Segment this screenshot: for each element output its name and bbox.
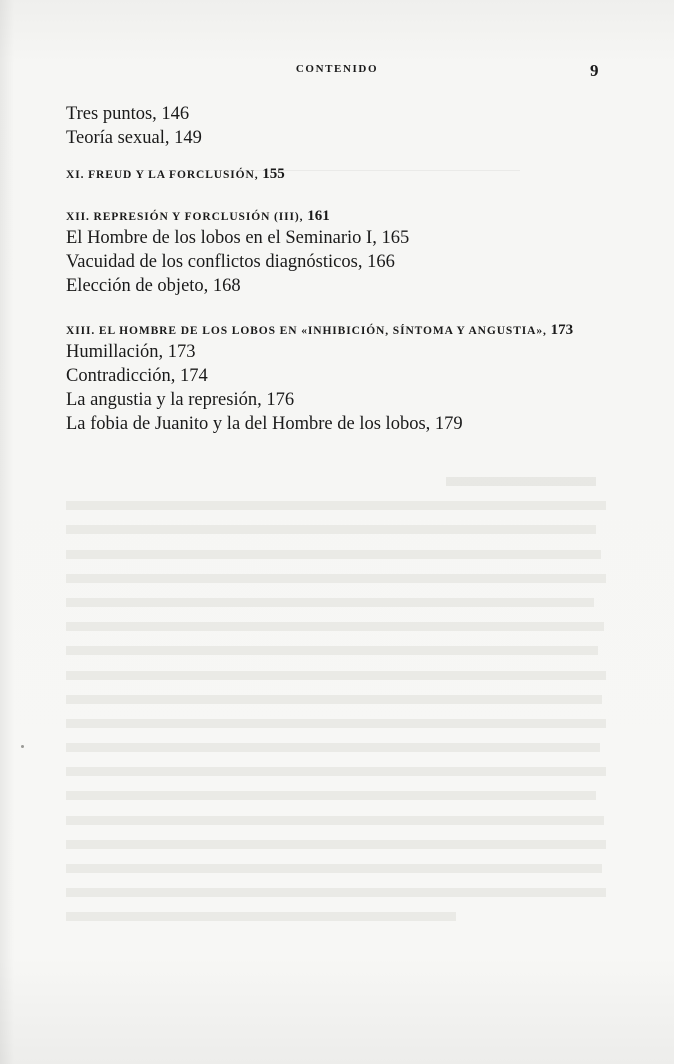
chapter-title: XI. FREUD Y LA FORCLUSIÓN, <box>66 169 263 181</box>
chapter-page: 173 <box>550 322 574 338</box>
gutter-shadow <box>0 0 14 1064</box>
toc-entry: El Hombre de los lobos en el Seminario I, 165 <box>66 228 410 248</box>
toc-entry: Humillación, 173 <box>66 342 196 362</box>
chapter-page: 155 <box>262 166 285 182</box>
chapter-heading-xii <box>66 206 626 226</box>
toc-entry: Elección de objeto, 168 <box>66 276 241 296</box>
toc-entry: La angustia y la represión, 176 <box>66 390 295 410</box>
toc-entry: Contradicción, 174 <box>66 366 208 386</box>
chapter-heading-xi <box>66 164 626 184</box>
chapter-heading-xiii <box>66 320 626 340</box>
page-number: 9 <box>590 61 599 80</box>
chapter-title: XII. REPRESIÓN Y FORCLUSIÓN (III), <box>66 211 308 223</box>
toc-entry: Vacuidad de los conflictos diagnósticos, 166 <box>66 252 395 272</box>
paper-speck <box>21 745 24 748</box>
toc-entry: Teoría sexual, 149 <box>66 128 202 148</box>
chapter-page: 161 <box>307 208 330 224</box>
toc-entry: Tres puntos, 146 <box>66 104 190 124</box>
table-of-contents <box>66 102 626 436</box>
toc-entry: La fobia de Juanito y la del Hombre de los lobos, 179 <box>66 414 463 434</box>
running-head: CONTENIDO <box>295 63 379 75</box>
chapter-title: XIII. EL HOMBRE DE LOS LOBOS EN «INHIBICIÓN, SÍNTOMA Y ANGUSTIA», <box>66 325 551 337</box>
show-through-text <box>66 470 606 930</box>
